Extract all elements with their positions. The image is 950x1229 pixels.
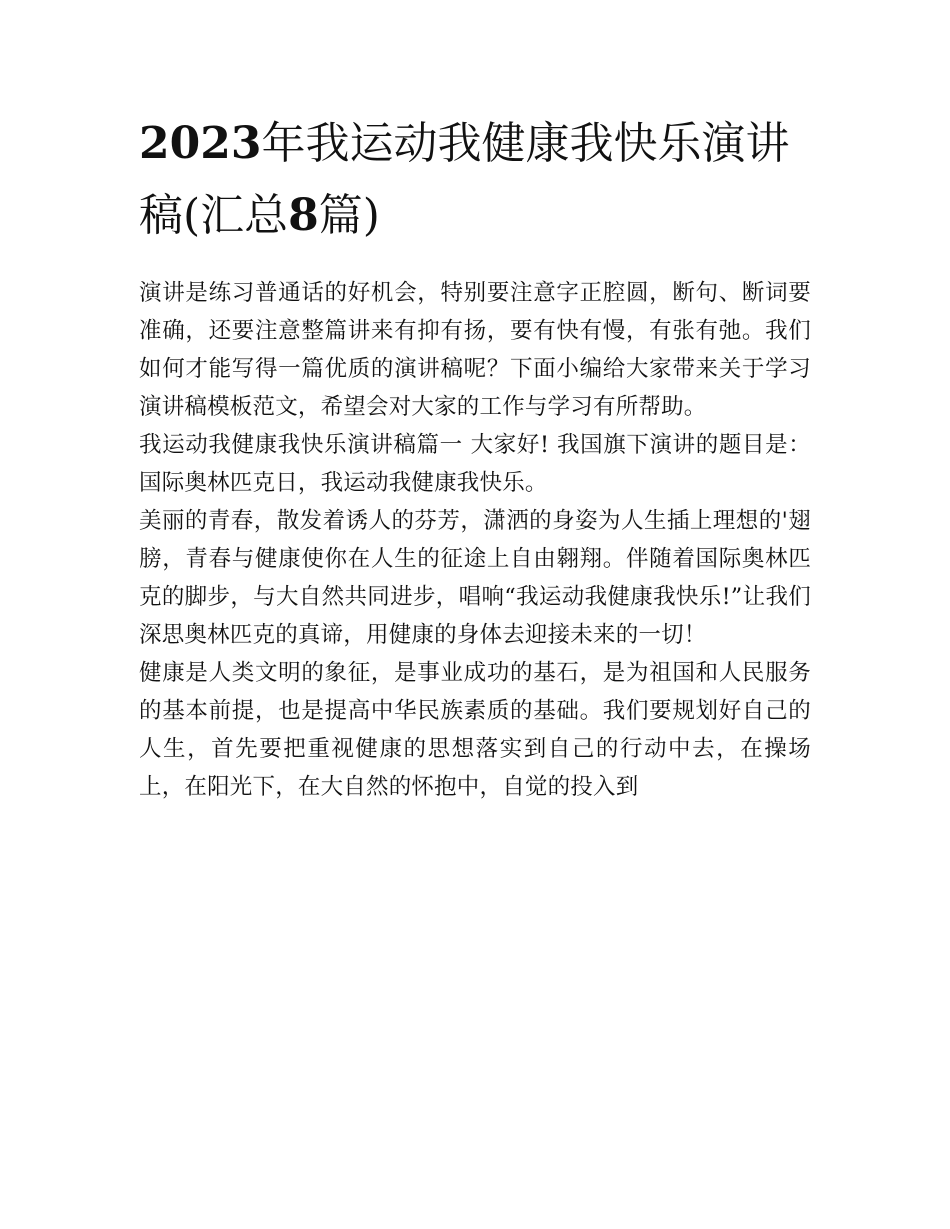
paragraph-health: 健康是人类文明的象征，是事业成功的基石，是为祖国和人民服务的基本前提，也是提高中华民族素质的基础。我们要规划好自己的人生，首先要把重视健康的思想落实到自己的行动中去，在操场上，在阳光下，在大自然的怀抱中，自觉的投入到 (139, 660, 811, 800)
paragraph-youth: 美丽的青春，散发着诱人的芬芳，潇洒的身姿为人生插上理想的'翅膀，青春与健康使你在人生的征途上自由翱翔。伴随着国际奥林匹克的脚步，与大自然共同进步，唱响“我运动我健康我快乐!”让我们深思奥林匹克的真谛，用健康的身体去迎接未来的一切！ (139, 508, 811, 648)
title-suffix: 篇) (318, 190, 380, 241)
paragraph-greeting: 我运动我健康我快乐演讲稿篇一 大家好! 我国旗下演讲的题目是：国际奥林匹克日，我运动我健康我快乐。 (139, 432, 811, 496)
title-text: 年我运动我健康我快乐演讲稿(汇总 (139, 118, 790, 241)
paragraph-intro: 演讲是练习普通话的好机会，特别要注意字正腔圆，断句、断词要准确，还要注意整篇讲来有抑有扬，要有快有慢，有张有弛。我们如何才能写得一篇优质的演讲稿呢？下面小编给大家带来关于学习演讲稿模板范文，希望会对大家的工作与学习有所帮助。 (139, 280, 811, 420)
document-body (139, 274, 811, 806)
title-year: 2023 (139, 118, 262, 169)
title-count: 8 (288, 190, 319, 241)
document-title (139, 108, 811, 252)
